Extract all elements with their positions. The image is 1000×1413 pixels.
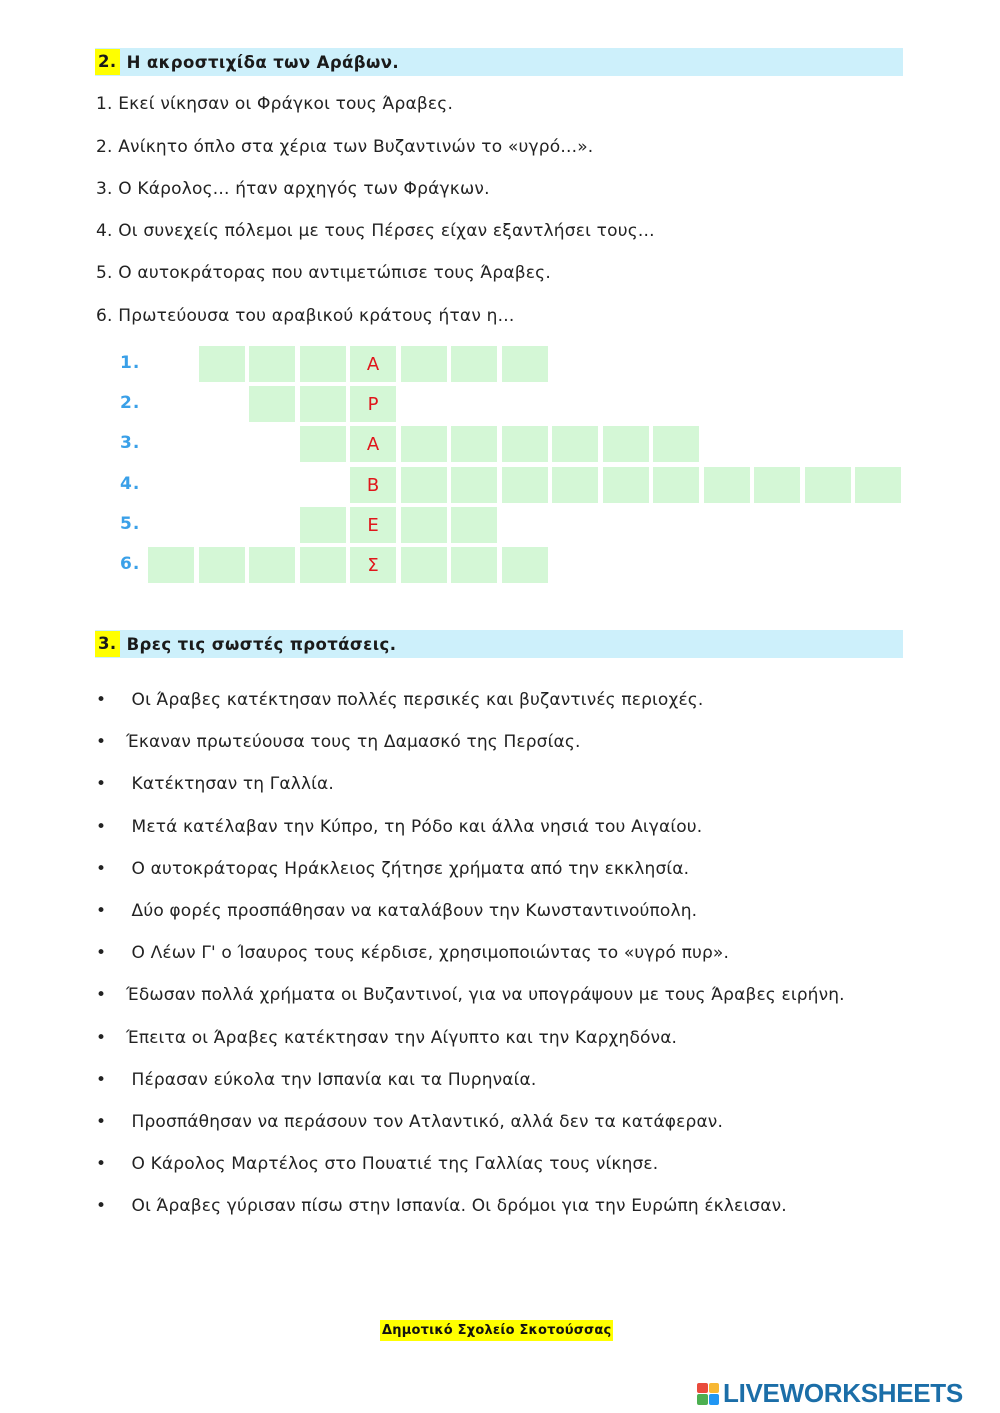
acrostic-letter-input[interactable] <box>451 467 497 503</box>
question-5: 5. Ο αυτοκράτορας που αντιμετώπισε τους Άραβες. <box>96 263 551 283</box>
acrostic-key-letter: Α <box>350 426 396 462</box>
liveworksheets-brand[interactable] <box>697 1378 963 1409</box>
statement-item[interactable] <box>96 985 845 1005</box>
acrostic-letter-input[interactable] <box>502 346 548 382</box>
statement-text: Έκαναν πρωτεύουσα τους τη Δαμασκό της Περσίας. <box>126 732 581 752</box>
acrostic-letter-input[interactable] <box>653 426 699 462</box>
school-footer: Δημοτικό Σχολείο Σκοτούσσας <box>380 1320 613 1341</box>
acrostic-key-letter: Β <box>350 467 396 503</box>
acrostic-letter-input[interactable] <box>805 467 851 503</box>
bullet-icon: • <box>96 901 107 921</box>
statement-item[interactable] <box>96 1154 658 1174</box>
statement-item[interactable] <box>96 943 729 963</box>
bullet-icon: • <box>96 1196 107 1216</box>
acrostic-key-letter: Α <box>350 346 396 382</box>
statement-text: Μετά κατέλαβαν την Κύπρο, τη Ρόδο και άλλα νησιά του Αιγαίου. <box>126 817 703 837</box>
bullet-icon: • <box>96 732 107 752</box>
bullet-icon: • <box>96 1112 107 1132</box>
statement-item[interactable] <box>96 817 702 837</box>
question-4: 4. Οι συνεχείς πόλεμοι με τους Πέρσες είχαν εξαντλήσει τους... <box>96 221 655 241</box>
acrostic-row-label: 2. <box>120 393 141 413</box>
acrostic-letter-input[interactable] <box>552 467 598 503</box>
statement-text: Οι Άραβες γύρισαν πίσω στην Ισπανία. Οι δρόμοι για την Ευρώπη έκλεισαν. <box>126 1196 787 1216</box>
acrostic-letter-input[interactable] <box>300 346 346 382</box>
statement-text: Οι Άραβες κατέκτησαν πολλές περσικές και βυζαντινές περιοχές. <box>126 690 704 710</box>
acrostic-letter-input[interactable] <box>855 467 901 503</box>
statement-text: Προσπάθησαν να περάσουν τον Ατλαντικό, αλλά δεν τα κατάφεραν. <box>126 1112 724 1132</box>
section-2-number: 2. <box>95 49 120 75</box>
statement-text: Ο Κάρολος Μαρτέλος στο Πουατιέ της Γαλλίας τους νίκησε. <box>126 1154 659 1174</box>
acrostic-letter-input[interactable] <box>199 547 245 583</box>
acrostic-letter-input[interactable] <box>754 467 800 503</box>
acrostic-letter-input[interactable] <box>502 547 548 583</box>
acrostic-row-label: 4. <box>120 474 141 494</box>
acrostic-letter-input[interactable] <box>300 426 346 462</box>
statement-item[interactable] <box>96 774 334 794</box>
bullet-icon: • <box>96 943 107 963</box>
brand-name: LIVEWORKSHEETS <box>723 1378 963 1408</box>
bullet-icon: • <box>96 985 107 1005</box>
acrostic-key-letter: Ρ <box>350 386 396 422</box>
acrostic-letter-input[interactable] <box>249 386 295 422</box>
acrostic-letter-input[interactable] <box>704 467 750 503</box>
bullet-icon: • <box>96 1154 107 1174</box>
bullet-icon: • <box>96 690 107 710</box>
bullet-icon: • <box>96 1070 107 1090</box>
acrostic-letter-input[interactable] <box>401 467 447 503</box>
acrostic-row-label: 6. <box>120 554 141 574</box>
statement-text: Έπειτα οι Άραβες κατέκτησαν την Αίγυπτο και την Καρχηδόνα. <box>126 1028 678 1048</box>
bullet-icon: • <box>96 817 107 837</box>
bullet-icon: • <box>96 859 107 879</box>
statement-text: Πέρασαν εύκολα την Ισπανία και τα Πυρηναία. <box>126 1070 537 1090</box>
acrostic-letter-input[interactable] <box>401 507 447 543</box>
acrostic-letter-input[interactable] <box>502 467 548 503</box>
acrostic-letter-input[interactable] <box>300 507 346 543</box>
acrostic-letter-input[interactable] <box>653 467 699 503</box>
section-3-title: Βρες τις σωστές προτάσεις. <box>126 634 397 654</box>
section-2-header <box>95 48 903 76</box>
acrostic-letter-input[interactable] <box>249 547 295 583</box>
acrostic-letter-input[interactable] <box>300 547 346 583</box>
statement-text: Ο Λέων Γ' ο Ίσαυρος τους κέρδισε, χρησιμοποιώντας το «υγρό πυρ». <box>126 943 730 963</box>
statement-text: Κατέκτησαν τη Γαλλία. <box>126 774 334 794</box>
statement-text: Δύο φορές προσπάθησαν να καταλάβουν την Κωνσταντινούπολη. <box>126 901 698 921</box>
acrostic-letter-input[interactable] <box>401 346 447 382</box>
statement-item[interactable] <box>96 1028 677 1048</box>
statement-item[interactable] <box>96 732 581 752</box>
statement-item[interactable] <box>96 901 697 921</box>
acrostic-letter-input[interactable] <box>300 386 346 422</box>
acrostic-letter-input[interactable] <box>451 426 497 462</box>
acrostic-letter-input[interactable] <box>502 426 548 462</box>
bullet-icon: • <box>96 1028 107 1048</box>
acrostic-letter-input[interactable] <box>401 547 447 583</box>
statement-item[interactable] <box>96 1070 536 1090</box>
statement-item[interactable] <box>96 690 703 710</box>
question-2: 2. Ανίκητο όπλο στα χέρια των Βυζαντινών το «υγρό...». <box>96 137 594 157</box>
question-6: 6. Πρωτεύουσα του αραβικού κράτους ήταν η... <box>96 306 515 326</box>
statement-text: Ο αυτοκράτορας Ηράκλειος ζήτησε χρήματα από την εκκλησία. <box>126 859 690 879</box>
acrostic-letter-input[interactable] <box>552 426 598 462</box>
statement-text: Έδωσαν πολλά χρήματα οι Βυζαντινοί, για να υπογράψουν με τους Άραβες ειρήνη. <box>126 985 845 1005</box>
acrostic-letter-input[interactable] <box>603 426 649 462</box>
acrostic-row-label: 1. <box>120 353 141 373</box>
acrostic-key-letter: Ε <box>350 507 396 543</box>
acrostic-letter-input[interactable] <box>401 426 447 462</box>
acrostic-letter-input[interactable] <box>199 346 245 382</box>
acrostic-letter-input[interactable] <box>249 346 295 382</box>
acrostic-letter-input[interactable] <box>451 507 497 543</box>
liveworksheets-logo-icon <box>697 1383 719 1405</box>
acrostic-key-letter: Σ <box>350 547 396 583</box>
section-3-header <box>95 630 903 658</box>
section-2-title: Η ακροστιχίδα των Αράβων. <box>126 52 400 72</box>
acrostic-letter-input[interactable] <box>451 346 497 382</box>
acrostic-row-label: 5. <box>120 514 141 534</box>
acrostic-letter-input[interactable] <box>148 547 194 583</box>
question-3: 3. Ο Κάρολος... ήταν αρχηγός των Φράγκων. <box>96 179 490 199</box>
statement-item[interactable] <box>96 1112 723 1132</box>
section-3-number: 3. <box>95 631 120 657</box>
acrostic-letter-input[interactable] <box>451 547 497 583</box>
statement-item[interactable] <box>96 1196 787 1216</box>
acrostic-letter-input[interactable] <box>603 467 649 503</box>
bullet-icon: • <box>96 774 107 794</box>
statement-item[interactable] <box>96 859 689 879</box>
acrostic-row-label: 3. <box>120 433 141 453</box>
question-1: 1. Εκεί νίκησαν οι Φράγκοι τους Άραβες. <box>96 94 454 114</box>
